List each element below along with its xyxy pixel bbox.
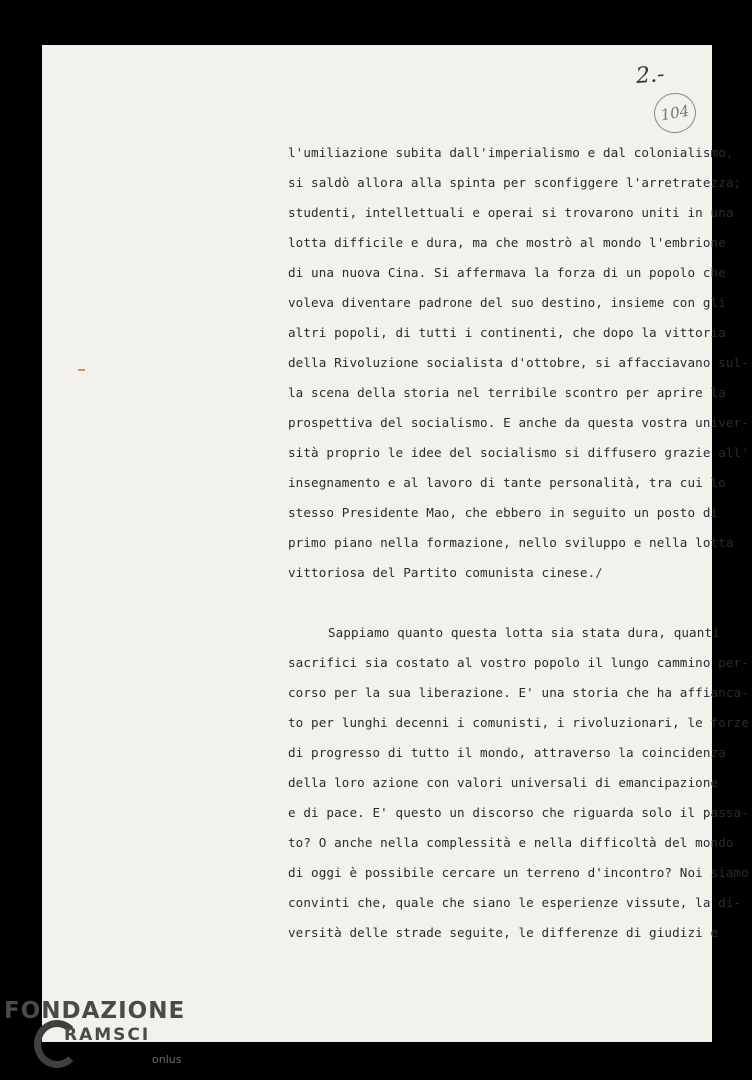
text-line: primo piano nella formazione, nello sviluppo e nella lotta	[288, 535, 734, 550]
text-line: to? O anche nella complessità e nella difficoltà del mondo	[288, 835, 734, 850]
text-line-content: vittoriosa del Partito comunista cinese.	[288, 565, 596, 580]
text-line: di oggi è possibile cercare un terreno d'incontro? Noi siamo	[288, 865, 749, 880]
page-number: 2.-	[635, 62, 666, 89]
archive-stamp	[651, 90, 699, 137]
text-line: l'umiliazione subita dall'imperialismo e dal colonialismo,	[288, 145, 734, 160]
archive-stamp-number: 104	[659, 101, 691, 125]
text-line: stesso Presidente Mao, che ebbero in seguito un posto di	[288, 505, 719, 520]
logo-title: FONDAZIONE	[4, 998, 186, 1024]
text-line: lotta difficile e dura, ma che mostrò al mondo l'embrione	[288, 235, 726, 250]
paragraph-break	[288, 588, 688, 618]
logo-onlus: onlus	[152, 1053, 182, 1066]
text-line: voleva diventare padrone del suo destino, insieme con gli	[288, 295, 726, 310]
text-line: versità delle strade seguite, le differenze di giudizi e	[288, 925, 719, 940]
logo-subtitle: RAMSCI	[64, 1025, 151, 1045]
edge-mark	[78, 369, 85, 371]
text-line: studenti, intellettuali e operai si trovarono uniti in una	[288, 205, 734, 220]
text-line: convinti che, quale che siano le esperienze vissute, la di-	[288, 895, 742, 910]
text-line: di una nuova Cina. Si affermava la forza di un popolo che	[288, 265, 726, 280]
pen-tick-mark: ∕	[595, 566, 603, 580]
text-line: sacrifici sia costato al vostro popolo il lungo cammino per-	[288, 655, 749, 670]
document-page	[42, 45, 749, 1042]
text-line: si saldò allora alla spinta per sconfiggere l'arretratezza;	[288, 175, 742, 190]
text-line: di progresso di tutto il mondo, attraverso la coincidenza	[288, 745, 726, 760]
text-line: e di pace. E' questo un discorso che riguarda solo il passa-	[288, 805, 749, 820]
text-body	[288, 138, 749, 948]
text-line: la scena della storia nel terribile scontro per aprire la	[288, 385, 726, 400]
text-line: insegnamento e al lavoro di tante personalità, tra cui lo	[288, 475, 726, 490]
text-line: altri popoli, di tutti i continenti, che dopo la vittoria	[288, 325, 726, 340]
fondazione-gramsci-logo	[4, 998, 194, 1078]
text-line: sità proprio le idee del socialismo si diffusero grazie all'	[288, 445, 749, 460]
text-line: della loro azione con valori universali di emancipazione	[288, 775, 719, 790]
text-line: to per lunghi decenni i comunisti, i rivoluzionari, le forze	[288, 715, 749, 730]
text-line	[288, 558, 688, 588]
text-line: della Rivoluzione socialista d'ottobre, si affacciavano sul-	[288, 355, 749, 370]
text-line: Sappiamo quanto questa lotta sia stata dura, quanti	[328, 625, 720, 640]
text-line: prospettiva del socialismo. E anche da questa vostra univer-	[288, 415, 749, 430]
text-line: corso per la sua liberazione. E' una storia che ha affianca-	[288, 685, 749, 700]
